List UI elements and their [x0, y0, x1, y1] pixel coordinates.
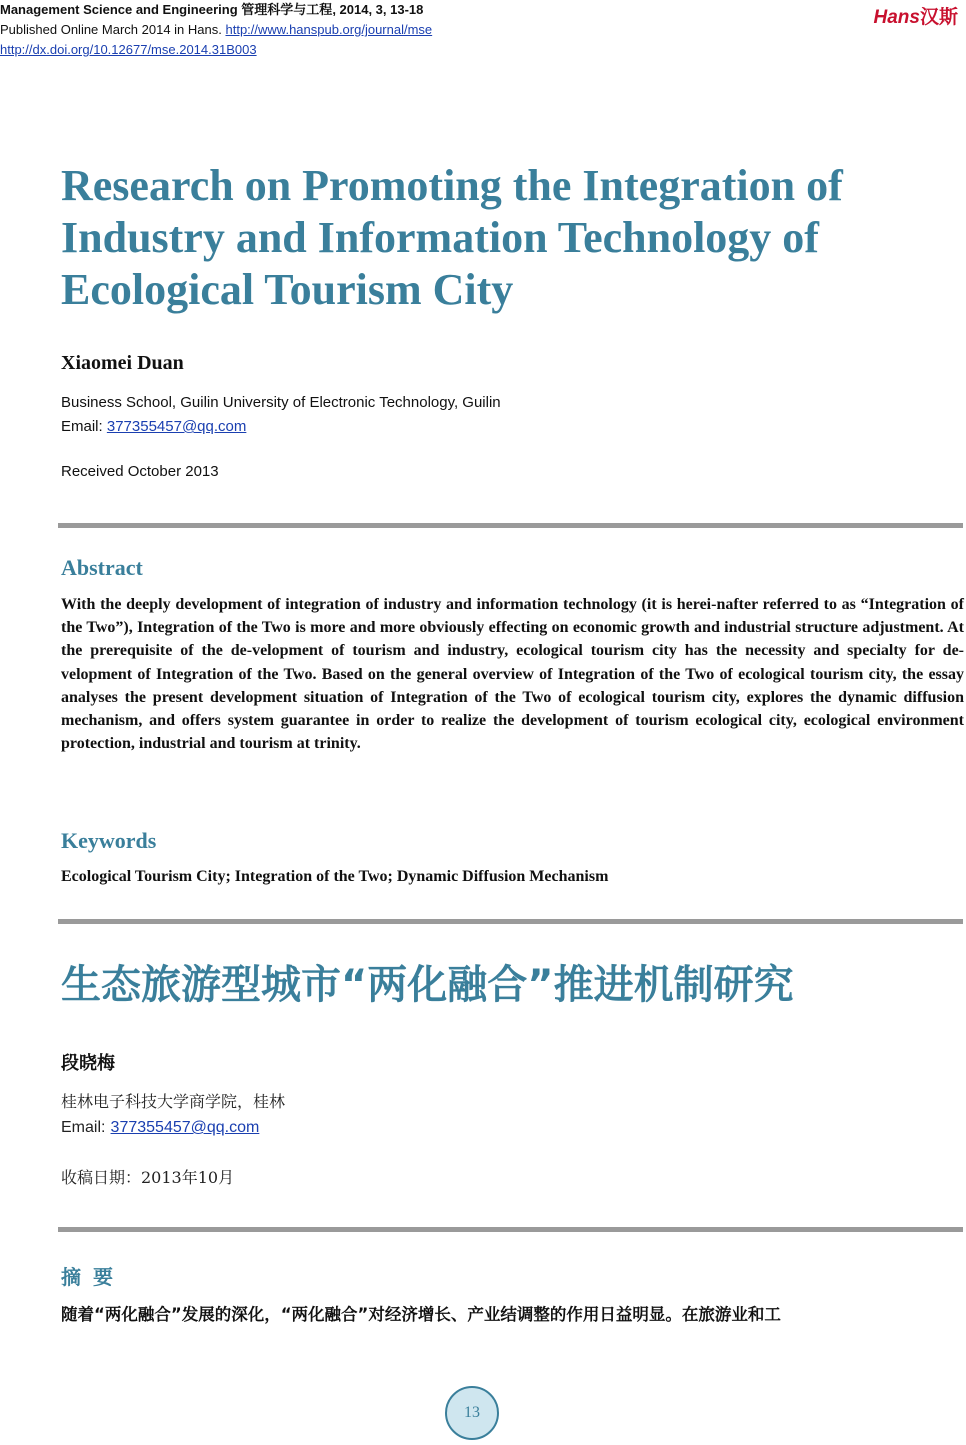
author-name-cn: 段晓梅 [61, 1053, 115, 1074]
email-link[interactable]: 377355457@qq.com [106, 418, 247, 435]
affiliation-text: Business School, Guilin University of Electronic Technology, Guilin [61, 394, 501, 411]
section-divider [58, 1227, 963, 1232]
abstract-heading-cn: 摘要 [61, 1265, 125, 1289]
page-number: 13 [445, 1386, 499, 1440]
keywords-text: Ecological Tourism City; Integration of the Two; Dynamic Diffusion Mechanism [61, 868, 609, 885]
received-date-cn: 收稿日期：2013年10月 [61, 1168, 235, 1187]
running-header [0, 0, 432, 60]
received-date: Received October 2013 [61, 463, 219, 480]
section-divider [58, 523, 963, 528]
logo-text-en: Hans [873, 7, 920, 28]
journal-link[interactable]: http://www.hanspub.org/journal/mse [225, 22, 433, 37]
paper-title-cn: 生态旅游型城市“两化融合”推进机制研究 [61, 962, 794, 1008]
author-affiliation-cn [61, 1089, 285, 1140]
author-name: Xiaomei Duan [61, 352, 184, 374]
journal-name-cn: 管理科学与工程 [241, 2, 333, 17]
author-affiliation [61, 391, 501, 439]
section-divider [58, 919, 963, 924]
email-label: Email: [61, 418, 103, 435]
affiliation-text-cn: 桂林电子科技大学商学院，桂林 [61, 1092, 286, 1111]
doi-link[interactable]: http://dx.doi.org/10.12677/mse.2014.31B003 [0, 42, 257, 57]
published-line: Published Online March 2014 in Hans. [0, 22, 222, 37]
paper-title: Research on Promoting the Integration of Industry and Information Technology of Ecological Tourism City [61, 161, 843, 314]
journal-citation: , 2014, 3, 13-18 [332, 2, 424, 17]
abstract-text-cn: 随着“两化融合”发展的深化，“两化融合”对经济增长、产业结调整的作用日益明显。在旅游业和工 [61, 1305, 781, 1324]
abstract-heading: Abstract [61, 555, 143, 580]
publisher-logo [874, 2, 958, 29]
email-label-cn: Email: [61, 1119, 106, 1136]
journal-name: Management Science and Engineering [0, 2, 238, 17]
email-link-cn[interactable]: 377355457@qq.com [110, 1119, 260, 1136]
keywords-heading: Keywords [61, 828, 157, 853]
logo-text-cn: 汉斯 [919, 6, 958, 28]
abstract-text: With the deeply development of integration of industry and information technology (it is herei-nafter referred to as “Integration of the Two”), Integration of the Two is more and more obviously effecting on economic growth and industrial structure adjustment. At the prerequisite of the de-velopment of tourism and industry, ecological tourism city has the necessity and specialty for de-velopment of Integration of the Two. Based on the general overview of Integration of the Two of ecological tourism city, the essay analyses the present development situation of Integration of the Two of ecological tourism city, explores the dynamic diffusion mechanism, and offers system guarantee in order to realize the development of tourism ecological city, ecological environment protection, industrial and tourism at trinity. [61, 596, 964, 753]
